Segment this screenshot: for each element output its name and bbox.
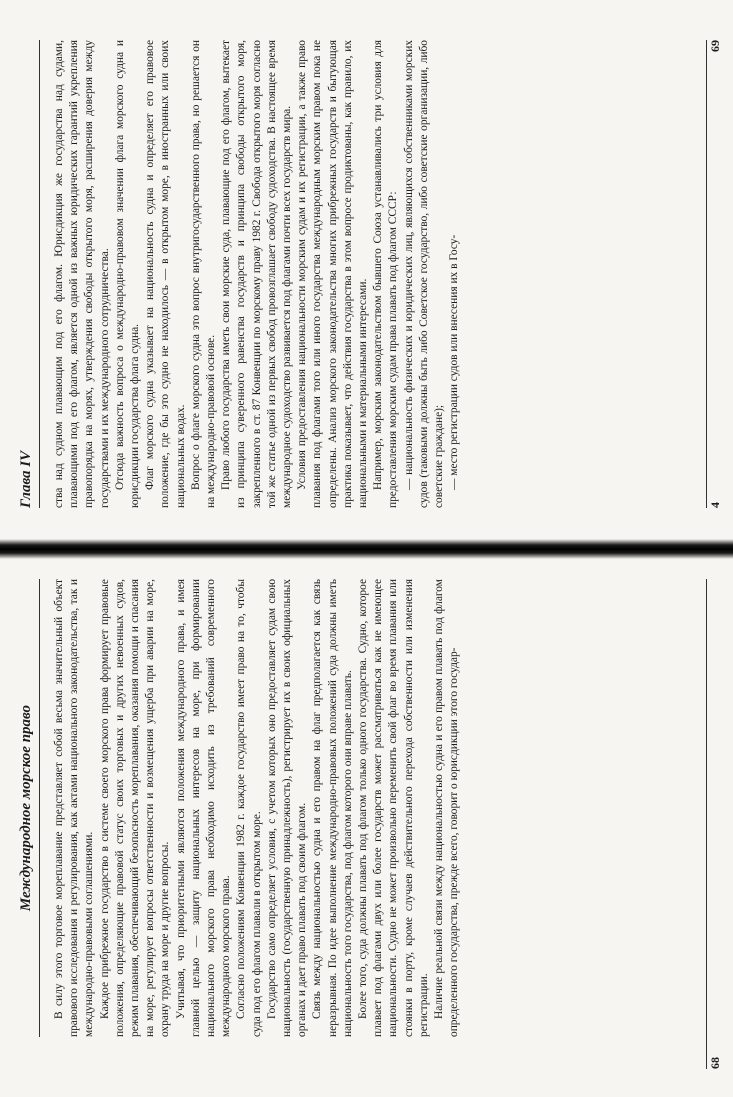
running-head-left: Международное морское право xyxy=(18,579,40,1037)
paragraph: Вопрос о флаге морского судна это вопрос внутригосударственного права, но решается он на международно-правовой основе. xyxy=(189,40,218,508)
right-page xyxy=(0,0,733,548)
footer-mark: 4 xyxy=(708,502,722,508)
paragraph: Согласно положениям Конвенции 1982 г. каждое государство имеет право на то, чтобы суда под его флагом плавали в открытом море. xyxy=(235,579,263,1037)
paragraph: Более того, суда должны плавать под флагом только одного государства. Судно, которое плавает под флагами двух или более государств может рассматриваться как не имеющее национальности. Судно не может произвольно переменить свой флаг во время плавания или стоянки в порту, кроме случаев действительного перехода собственности или изменения регистрации. xyxy=(357,579,430,1037)
paragraph: Флаг морского судна указывает на национальность судна и определяет его правовое положение, где бы это судно не находилось — в открытом море, в иностранных или своих национальных водах. xyxy=(144,40,187,508)
paragraph: Государство само определяет условия, с учетом которых оно предоставляет судам свою национальность (государственную принадлежность), регистрирует их в своих официальных органах и дает право плавать под своим флагом. xyxy=(265,579,309,1037)
paragraph: В силу этого торговое мореплавание представляет собой весьма значительный объект правового исследования и регулирования, как актами национального законодательства, так и международно-правовыми соглашениями. xyxy=(53,579,96,1037)
paragraph: Наличие реальной связи между национальностью судна и его правом плавать под флагом определенного государства, прежде всего, говорит о юрисдикции этого государ- xyxy=(433,579,461,1037)
paragraph: — национальность физических и юридических лиц, являющихся собственниками морских судов (таковыми должны быть либо Советское государство, либо советские организации, либо советские граждане); xyxy=(402,40,446,508)
right-page-text xyxy=(52,40,695,508)
paragraph: Условия предоставления национальности морским судам и их регистрации, а также право плавания под флагами того или иного государства международным морским правом пока не определены. Анализ морского законодательства многих прибрежных государств и бытующая практика показывает, что действия государства в этом вопросе продиктованы, как правило, их национальными и материальными интересами. xyxy=(296,40,370,508)
running-head-right: Глава IV xyxy=(18,40,40,508)
left-page-text xyxy=(52,579,695,1037)
left-page xyxy=(0,549,733,1097)
footer-rule xyxy=(706,579,707,1069)
paragraph: ства над судном плавающим под его флагом. Юрисдикция же государства над судами, плавающими под его флагом, является одной из важных юридических гарантий укрепления правопорядка на морях, утверждения свободы открытого моря, расширения доверия между государствами и их международного сотрудничества. xyxy=(53,40,111,508)
page-number-right: 69 xyxy=(708,40,722,52)
footer-rule xyxy=(706,40,707,508)
page-number-left: 68 xyxy=(708,1057,722,1069)
paragraph: Связь между национальностью судна и его правом на флаг предполагается как связь неразрывная. По идее выполнение международно-правовых положений суда должны иметь национальность того государства, под флагом которого они вправе плавать. xyxy=(311,579,354,1037)
paragraph: Например, морским законодательством бывшего Союза устанавливались три условия для предоставления морским судам права плавать под флагом СССР: xyxy=(372,40,400,508)
paragraph: Учитывая, что приоритетными являются положения международного права, и имея главной целью — защиту национальных интересов на море, при формировании национального морского права необходимо исходить из требований современного международного морского права. xyxy=(174,579,233,1037)
paragraph: Каждое прибрежное государство в системе своего морского права формирует правовые положения, определяющие правовой статус своих торговых и других невоенных судов, режим плавания, обеспечивающий безопасность мореплавания, оказания помощи и спасания на море, регулирует вопросы ответственности и возмещения ущерба при аварии на море, охрану труда на море и другие вопросы. xyxy=(98,579,172,1037)
paragraph: Отсюда важность вопроса о международно-правовом значении флага морского судна и юрисдикции государства флага судна. xyxy=(113,40,142,508)
paragraph: Право любого государства иметь свои морские суда, плавающие под его флагом, вытекает из принципа суверенного равенства государств и принципа свободы открытого моря, закрепленного в ст. 87 Конвенции по морскому праву 1982 г. Свобода открытого моря согласно той же статье одной из первых свобод провозглашает свободу судоходства. В настоящее время международное судоходство развивается под флагами почти всех государств мира. xyxy=(220,40,294,508)
paragraph: — место регистрации судов или внесения их в Госу- xyxy=(448,234,461,490)
